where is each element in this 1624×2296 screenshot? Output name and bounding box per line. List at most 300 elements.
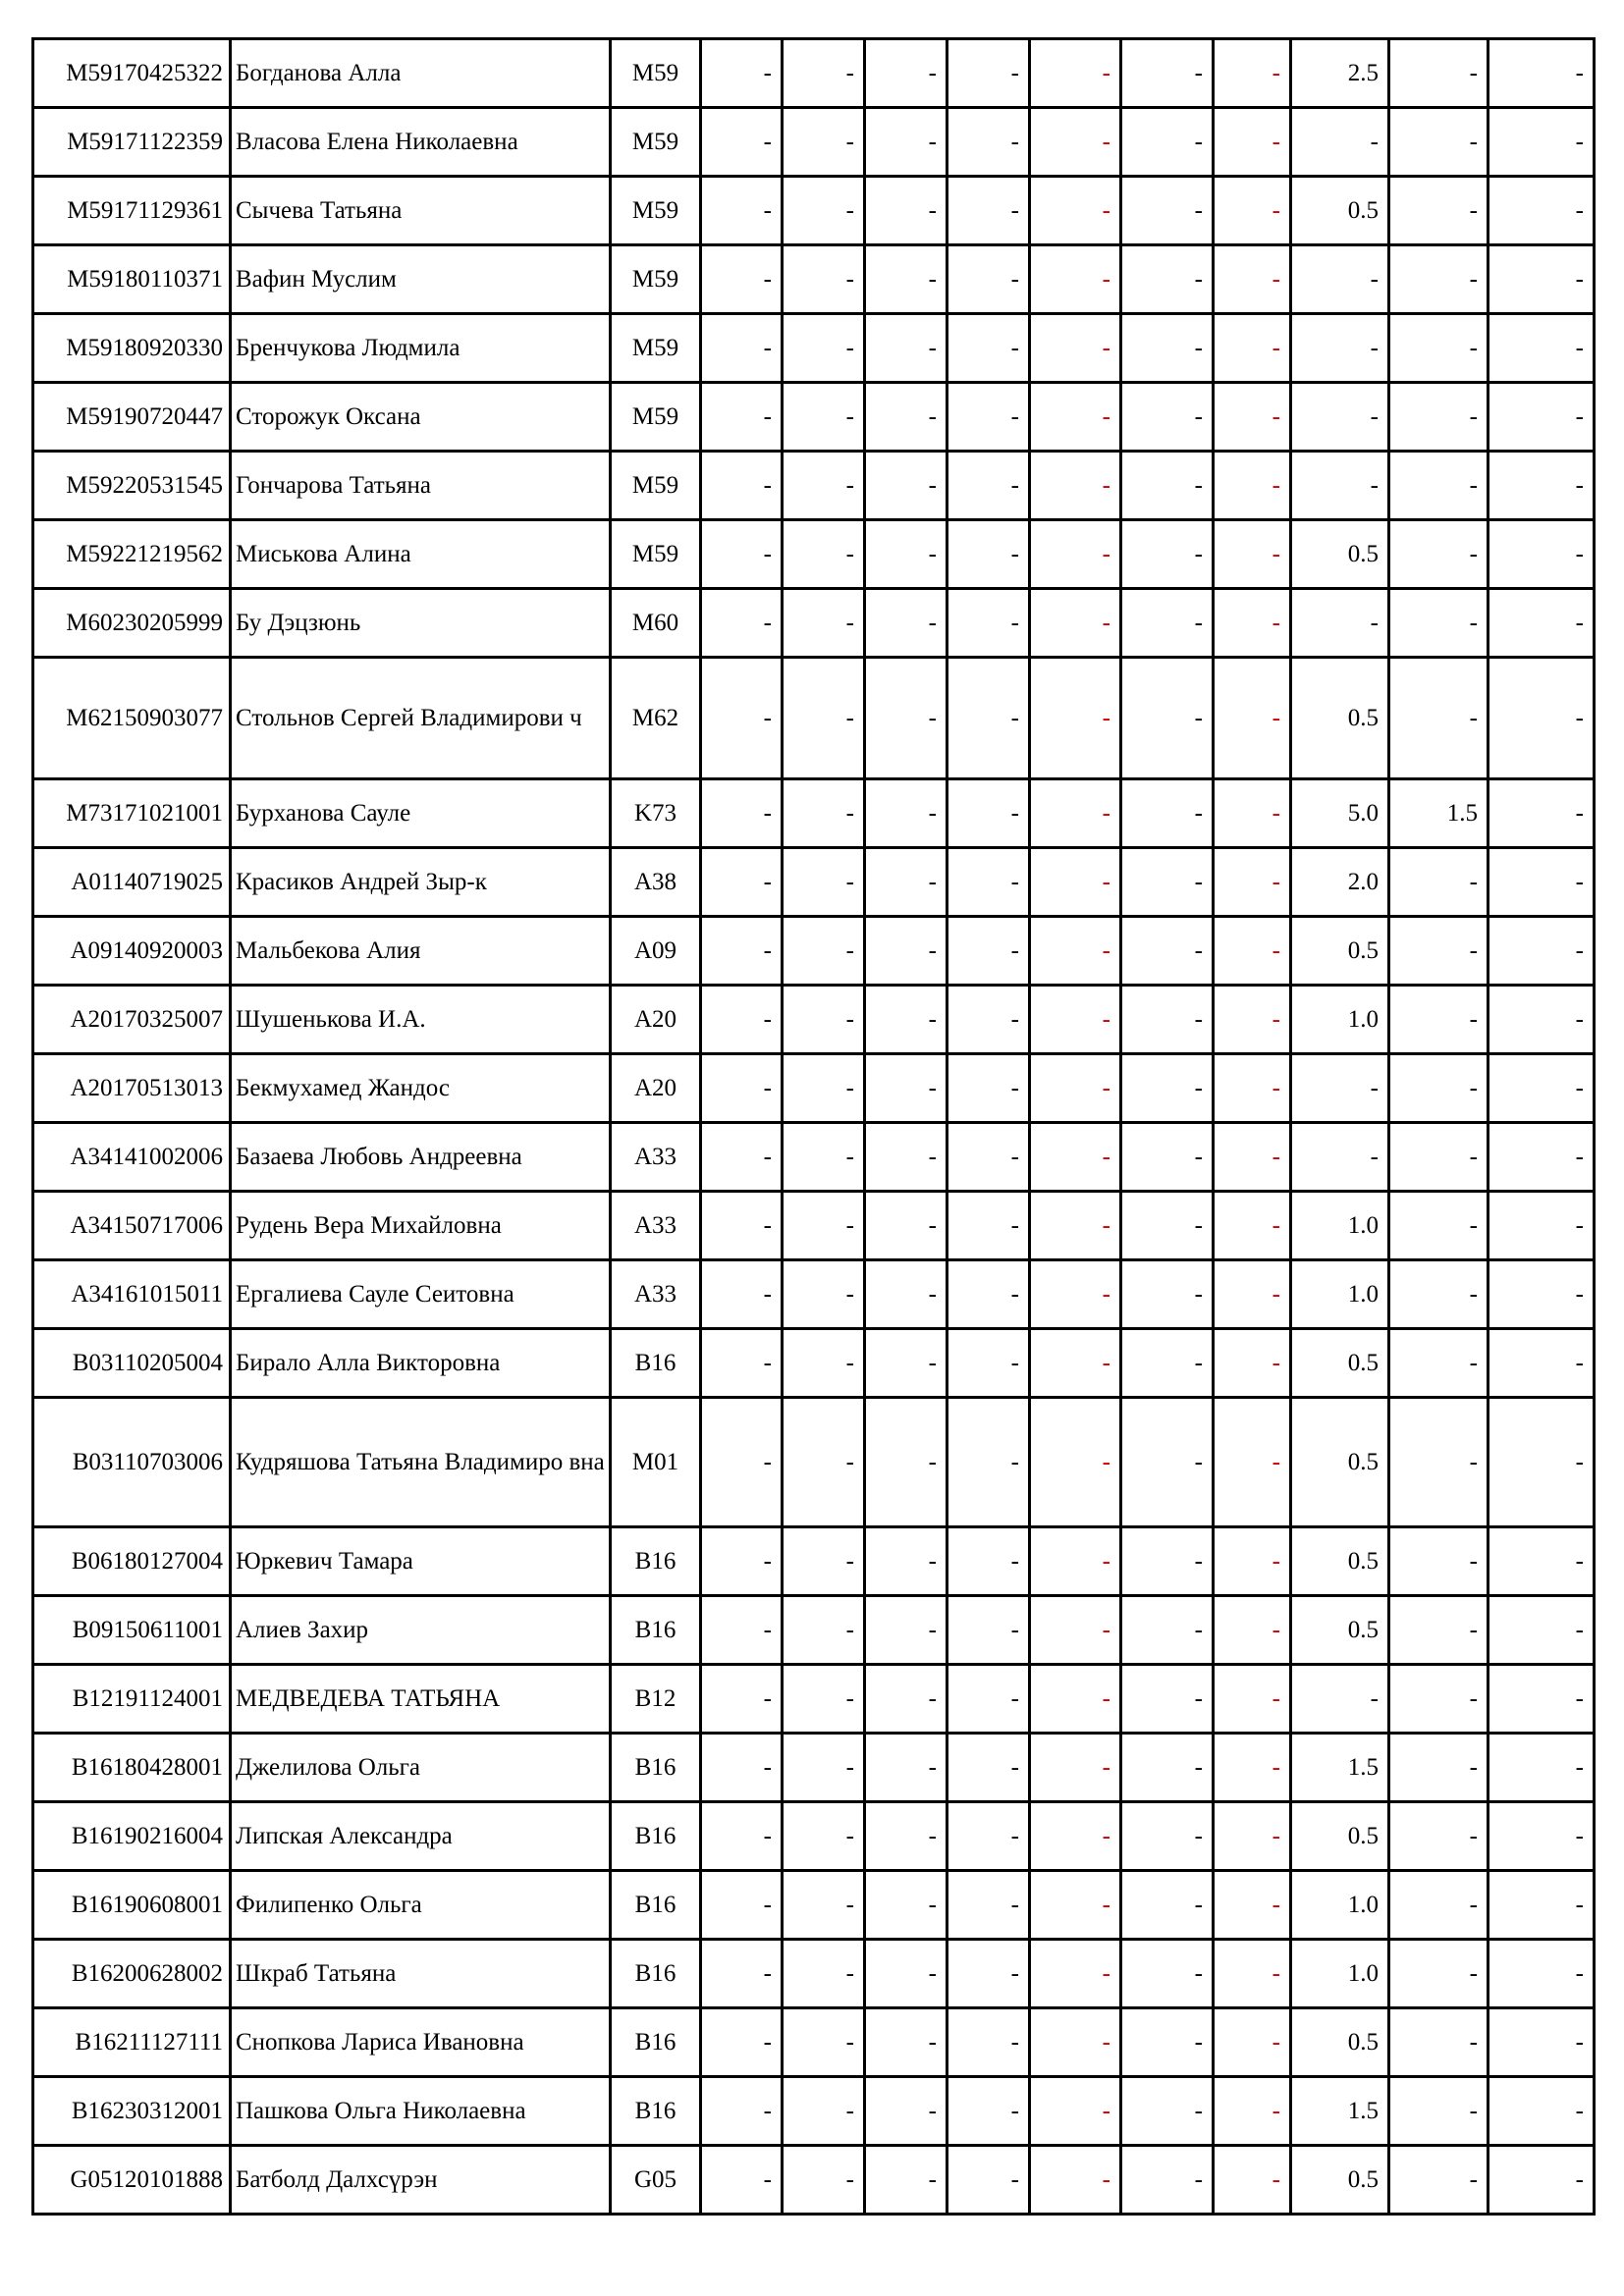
row-id-cell: A09140920003 — [33, 917, 231, 986]
value-cell: - — [1121, 108, 1214, 177]
value-cell: - — [947, 779, 1030, 848]
value-cell: - — [1489, 1192, 1595, 1260]
row-id-cell: B09150611001 — [33, 1596, 231, 1665]
value-cell: - — [1121, 1665, 1214, 1734]
value-cell: - — [1121, 1329, 1214, 1398]
value-cell: - — [1389, 245, 1489, 314]
table-row — [33, 1734, 1595, 1802]
value-cell: - — [1030, 1398, 1121, 1527]
value-cell: 0.5 — [1291, 1802, 1389, 1871]
value-cell: 0.5 — [1291, 520, 1389, 589]
value-cell: - — [1030, 1123, 1121, 1192]
row-name-cell: Юркевич Тамара — [231, 1527, 611, 1596]
value-cell: - — [947, 986, 1030, 1054]
value-cell: - — [783, 452, 865, 520]
row-name-cell: Джелилова Ольга — [231, 1734, 611, 1802]
row-code-cell: A33 — [611, 1260, 701, 1329]
value-cell: - — [1030, 1940, 1121, 2008]
value-cell: - — [1030, 245, 1121, 314]
row-code-cell: M01 — [611, 1398, 701, 1527]
value-cell: - — [947, 314, 1030, 383]
value-cell: - — [1214, 39, 1291, 108]
value-cell: - — [865, 1398, 947, 1527]
value-cell: - — [1030, 986, 1121, 1054]
value-cell: - — [865, 2008, 947, 2077]
value-cell: - — [865, 658, 947, 779]
value-cell: - — [1489, 1054, 1595, 1123]
row-id-cell: M59180920330 — [33, 314, 231, 383]
value-cell: - — [783, 917, 865, 986]
value-cell: - — [947, 917, 1030, 986]
value-cell: - — [701, 1596, 783, 1665]
row-name-cell: Ергалиева Сауле Сеитовна — [231, 1260, 611, 1329]
value-cell: - — [1121, 39, 1214, 108]
value-cell: 2.0 — [1291, 848, 1389, 917]
value-cell: - — [947, 39, 1030, 108]
row-code-cell: B16 — [611, 1527, 701, 1596]
value-cell: - — [1389, 1734, 1489, 1802]
value-cell: - — [947, 383, 1030, 452]
value-cell: - — [1214, 1054, 1291, 1123]
value-cell: - — [1121, 1260, 1214, 1329]
row-id-cell: B16200628002 — [33, 1940, 231, 2008]
value-cell: - — [1214, 1596, 1291, 1665]
value-cell: - — [947, 1192, 1030, 1260]
row-code-cell: A38 — [611, 848, 701, 917]
value-cell: - — [1489, 452, 1595, 520]
value-cell: 0.5 — [1291, 2146, 1389, 2215]
table-row — [33, 2146, 1595, 2215]
value-cell: 5.0 — [1291, 779, 1389, 848]
row-name-cell: Бурханова Сауле — [231, 779, 611, 848]
row-id-cell: M73171021001 — [33, 779, 231, 848]
value-cell: - — [783, 848, 865, 917]
value-cell: - — [1214, 1527, 1291, 1596]
value-cell: - — [1214, 1329, 1291, 1398]
value-cell: - — [865, 1054, 947, 1123]
value-cell: - — [865, 1527, 947, 1596]
table-row — [33, 848, 1595, 917]
value-cell: - — [1389, 2008, 1489, 2077]
value-cell: - — [701, 1665, 783, 1734]
value-cell: 1.5 — [1389, 779, 1489, 848]
value-cell: - — [1121, 177, 1214, 245]
value-cell: - — [1121, 1871, 1214, 1940]
value-cell: - — [783, 314, 865, 383]
value-cell: - — [947, 1596, 1030, 1665]
value-cell: - — [947, 1665, 1030, 1734]
value-cell: - — [783, 1054, 865, 1123]
value-cell: - — [783, 779, 865, 848]
value-cell: - — [865, 779, 947, 848]
row-name-cell: Филипенко Ольга — [231, 1871, 611, 1940]
value-cell: - — [1214, 314, 1291, 383]
value-cell: - — [947, 2146, 1030, 2215]
value-cell: - — [865, 1940, 947, 2008]
value-cell: - — [865, 177, 947, 245]
value-cell: - — [701, 1734, 783, 1802]
row-id-cell: A34161015011 — [33, 1260, 231, 1329]
value-cell: - — [1489, 1260, 1595, 1329]
row-name-cell: Липская Александра — [231, 1802, 611, 1871]
value-cell: - — [947, 1871, 1030, 1940]
row-name-cell: Сторожук Оксана — [231, 383, 611, 452]
value-cell: - — [783, 1734, 865, 1802]
value-cell: - — [1489, 2146, 1595, 2215]
value-cell: - — [1030, 2008, 1121, 2077]
value-cell: - — [783, 589, 865, 658]
row-id-cell: B12191124001 — [33, 1665, 231, 1734]
row-id-cell: M59170425322 — [33, 39, 231, 108]
row-id-cell: M59220531545 — [33, 452, 231, 520]
value-cell: - — [947, 177, 1030, 245]
value-cell: - — [1030, 383, 1121, 452]
value-cell: - — [865, 1665, 947, 1734]
value-cell: - — [1121, 658, 1214, 779]
value-cell: - — [783, 2077, 865, 2146]
value-cell: - — [1214, 1123, 1291, 1192]
value-cell: - — [783, 1123, 865, 1192]
value-cell: - — [865, 2146, 947, 2215]
results-table — [31, 37, 1596, 2216]
value-cell: - — [1389, 1260, 1489, 1329]
row-name-cell: Бренчукова Людмила — [231, 314, 611, 383]
value-cell: - — [1214, 1802, 1291, 1871]
value-cell: - — [1121, 1192, 1214, 1260]
value-cell: - — [1489, 658, 1595, 779]
value-cell: - — [865, 2077, 947, 2146]
value-cell: - — [1214, 658, 1291, 779]
row-name-cell: Рудень Вера Михайловна — [231, 1192, 611, 1260]
table-row — [33, 779, 1595, 848]
row-code-cell: B16 — [611, 1734, 701, 1802]
value-cell: - — [1030, 1054, 1121, 1123]
value-cell: - — [865, 1802, 947, 1871]
row-code-cell: K73 — [611, 779, 701, 848]
value-cell: - — [947, 1734, 1030, 1802]
row-id-cell: B16190216004 — [33, 1802, 231, 1871]
value-cell: - — [947, 2008, 1030, 2077]
value-cell: - — [701, 917, 783, 986]
table-row — [33, 589, 1595, 658]
row-id-cell: M59190720447 — [33, 383, 231, 452]
value-cell: - — [865, 848, 947, 917]
row-id-cell: A34150717006 — [33, 1192, 231, 1260]
table-row — [33, 39, 1595, 108]
row-code-cell: B16 — [611, 2008, 701, 2077]
value-cell: - — [1291, 108, 1389, 177]
value-cell: - — [1389, 917, 1489, 986]
value-cell: - — [701, 589, 783, 658]
value-cell: - — [1389, 1192, 1489, 1260]
row-name-cell: Власова Елена Николаевна — [231, 108, 611, 177]
row-code-cell: B16 — [611, 1329, 701, 1398]
table-row — [33, 1123, 1595, 1192]
row-id-cell: G05120101888 — [33, 2146, 231, 2215]
value-cell: - — [1030, 1527, 1121, 1596]
value-cell: - — [1389, 589, 1489, 658]
table-row — [33, 1192, 1595, 1260]
row-name-cell: Пашкова Ольга Николаевна — [231, 2077, 611, 2146]
row-id-cell: M59171129361 — [33, 177, 231, 245]
row-name-cell: МЕДВЕДЕВА ТАТЬЯНА — [231, 1665, 611, 1734]
value-cell: - — [783, 986, 865, 1054]
value-cell: - — [701, 2008, 783, 2077]
row-code-cell: M59 — [611, 177, 701, 245]
value-cell: - — [783, 1329, 865, 1398]
value-cell: - — [1030, 658, 1121, 779]
value-cell: - — [1389, 2146, 1489, 2215]
row-code-cell: A09 — [611, 917, 701, 986]
value-cell: - — [1030, 520, 1121, 589]
value-cell: - — [783, 1192, 865, 1260]
value-cell: - — [783, 1665, 865, 1734]
row-name-cell: Бу Дэцзюнь — [231, 589, 611, 658]
value-cell: - — [701, 1054, 783, 1123]
value-cell: - — [701, 1123, 783, 1192]
value-cell: - — [1291, 314, 1389, 383]
row-name-cell: Красиков Андрей Зыр-к — [231, 848, 611, 917]
value-cell: - — [1214, 1665, 1291, 1734]
value-cell: - — [1121, 1054, 1214, 1123]
value-cell: - — [1030, 452, 1121, 520]
value-cell: - — [1214, 1260, 1291, 1329]
value-cell: - — [701, 2077, 783, 2146]
value-cell: - — [783, 383, 865, 452]
value-cell: - — [701, 848, 783, 917]
value-cell: - — [1121, 1398, 1214, 1527]
table-row — [33, 1596, 1595, 1665]
value-cell: - — [1121, 520, 1214, 589]
value-cell: - — [1121, 1940, 1214, 2008]
value-cell: - — [947, 1054, 1030, 1123]
value-cell: - — [1030, 39, 1121, 108]
value-cell: - — [1291, 452, 1389, 520]
row-id-cell: B16211127111 — [33, 2008, 231, 2077]
table-body — [33, 39, 1595, 2215]
table-row — [33, 520, 1595, 589]
value-cell: - — [1489, 1871, 1595, 1940]
value-cell: - — [1389, 520, 1489, 589]
row-name-cell: Кудряшова Татьяна Владимиро вна — [231, 1398, 611, 1527]
value-cell: - — [1121, 779, 1214, 848]
value-cell: - — [947, 848, 1030, 917]
value-cell: - — [1214, 1734, 1291, 1802]
value-cell: - — [701, 245, 783, 314]
row-name-cell: Сычева Татьяна — [231, 177, 611, 245]
value-cell: - — [1489, 2077, 1595, 2146]
value-cell: - — [783, 1871, 865, 1940]
row-name-cell: Бекмухамед Жандос — [231, 1054, 611, 1123]
value-cell: - — [1121, 1734, 1214, 1802]
value-cell: - — [1389, 452, 1489, 520]
value-cell: - — [947, 108, 1030, 177]
row-id-cell: A20170325007 — [33, 986, 231, 1054]
table-row — [33, 383, 1595, 452]
table-row — [33, 245, 1595, 314]
value-cell: - — [1489, 1665, 1595, 1734]
value-cell: - — [1489, 520, 1595, 589]
value-cell: - — [947, 1260, 1030, 1329]
value-cell: - — [1389, 1940, 1489, 2008]
value-cell: - — [1489, 245, 1595, 314]
row-name-cell: Шушенькова И.А. — [231, 986, 611, 1054]
table-row — [33, 1398, 1595, 1527]
value-cell: - — [1489, 39, 1595, 108]
row-id-cell: A34141002006 — [33, 1123, 231, 1192]
value-cell: - — [1291, 1665, 1389, 1734]
value-cell: - — [865, 589, 947, 658]
value-cell: - — [1121, 848, 1214, 917]
value-cell: - — [1389, 848, 1489, 917]
value-cell: - — [1121, 589, 1214, 658]
value-cell: - — [1121, 1527, 1214, 1596]
value-cell: - — [1389, 1527, 1489, 1596]
row-code-cell: A20 — [611, 986, 701, 1054]
value-cell: 0.5 — [1291, 1596, 1389, 1665]
value-cell: - — [701, 383, 783, 452]
row-id-cell: B16180428001 — [33, 1734, 231, 1802]
value-cell: - — [947, 1329, 1030, 1398]
row-name-cell: Бирало Алла Викторовна — [231, 1329, 611, 1398]
value-cell: - — [865, 1596, 947, 1665]
row-id-cell: M59221219562 — [33, 520, 231, 589]
value-cell: - — [1489, 986, 1595, 1054]
value-cell: - — [1489, 779, 1595, 848]
row-id-cell: B03110205004 — [33, 1329, 231, 1398]
value-cell: 0.5 — [1291, 1329, 1389, 1398]
value-cell: - — [783, 245, 865, 314]
value-cell: - — [701, 452, 783, 520]
value-cell: - — [865, 245, 947, 314]
value-cell: - — [1030, 1665, 1121, 1734]
value-cell: - — [947, 520, 1030, 589]
value-cell: - — [1030, 1192, 1121, 1260]
value-cell: - — [865, 520, 947, 589]
table-row — [33, 1665, 1595, 1734]
value-cell: - — [1489, 177, 1595, 245]
value-cell: - — [783, 1527, 865, 1596]
value-cell: - — [783, 1260, 865, 1329]
value-cell: - — [1389, 1665, 1489, 1734]
value-cell: - — [1121, 1596, 1214, 1665]
table-row — [33, 658, 1595, 779]
table-row — [33, 1802, 1595, 1871]
value-cell: - — [1489, 108, 1595, 177]
value-cell: - — [865, 1192, 947, 1260]
value-cell: - — [1214, 917, 1291, 986]
value-cell: - — [947, 452, 1030, 520]
value-cell: - — [1389, 314, 1489, 383]
table-row — [33, 108, 1595, 177]
value-cell: - — [1389, 1329, 1489, 1398]
value-cell: - — [1489, 1398, 1595, 1527]
table-row — [33, 314, 1595, 383]
value-cell: - — [1030, 1734, 1121, 1802]
value-cell: - — [1030, 314, 1121, 383]
value-cell: - — [701, 986, 783, 1054]
value-cell: - — [1489, 1527, 1595, 1596]
table-row — [33, 986, 1595, 1054]
value-cell: - — [1030, 917, 1121, 986]
row-code-cell: B16 — [611, 1802, 701, 1871]
value-cell: - — [701, 1398, 783, 1527]
value-cell: - — [701, 1260, 783, 1329]
row-code-cell: M59 — [611, 452, 701, 520]
value-cell: - — [1030, 1871, 1121, 1940]
row-name-cell: Базаева Любовь Андреевна — [231, 1123, 611, 1192]
value-cell: - — [947, 245, 1030, 314]
value-cell: - — [783, 177, 865, 245]
value-cell: - — [1489, 1596, 1595, 1665]
value-cell: - — [1121, 1123, 1214, 1192]
value-cell: - — [1121, 917, 1214, 986]
row-code-cell: M59 — [611, 383, 701, 452]
value-cell: - — [701, 1527, 783, 1596]
value-cell: - — [865, 1734, 947, 1802]
value-cell: - — [1214, 245, 1291, 314]
value-cell: - — [783, 1398, 865, 1527]
value-cell: - — [947, 2077, 1030, 2146]
row-id-cell: M59171122359 — [33, 108, 231, 177]
value-cell: - — [1214, 520, 1291, 589]
value-cell: - — [783, 2146, 865, 2215]
value-cell: - — [1489, 314, 1595, 383]
value-cell: - — [1291, 383, 1389, 452]
value-cell: - — [1214, 383, 1291, 452]
value-cell: - — [1214, 1940, 1291, 2008]
value-cell: - — [1214, 177, 1291, 245]
row-id-cell: B06180127004 — [33, 1527, 231, 1596]
value-cell: - — [1489, 917, 1595, 986]
value-cell: - — [947, 658, 1030, 779]
row-code-cell: M59 — [611, 39, 701, 108]
row-code-cell: B16 — [611, 1940, 701, 2008]
value-cell: - — [1389, 986, 1489, 1054]
row-code-cell: A20 — [611, 1054, 701, 1123]
value-cell: - — [1291, 1123, 1389, 1192]
value-cell: - — [1030, 177, 1121, 245]
value-cell: - — [947, 1940, 1030, 2008]
value-cell: - — [865, 383, 947, 452]
value-cell: - — [1214, 1192, 1291, 1260]
value-cell: - — [1121, 314, 1214, 383]
value-cell: - — [1121, 2008, 1214, 2077]
row-name-cell: Шкраб Татьяна — [231, 1940, 611, 2008]
value-cell: - — [947, 1123, 1030, 1192]
value-cell: - — [947, 1527, 1030, 1596]
value-cell: - — [1489, 2008, 1595, 2077]
value-cell: - — [1121, 245, 1214, 314]
row-id-cell: A20170513013 — [33, 1054, 231, 1123]
value-cell: - — [947, 1398, 1030, 1527]
table-row — [33, 1871, 1595, 1940]
row-id-cell: B16230312001 — [33, 2077, 231, 2146]
value-cell: - — [1030, 779, 1121, 848]
row-code-cell: M59 — [611, 314, 701, 383]
row-code-cell: G05 — [611, 2146, 701, 2215]
value-cell: - — [1214, 589, 1291, 658]
value-cell: - — [1214, 2008, 1291, 2077]
value-cell: - — [1389, 1596, 1489, 1665]
value-cell: - — [701, 1192, 783, 1260]
value-cell: - — [783, 1802, 865, 1871]
table-row — [33, 1527, 1595, 1596]
value-cell: - — [1121, 986, 1214, 1054]
table-row — [33, 1054, 1595, 1123]
value-cell: - — [701, 108, 783, 177]
value-cell: - — [1030, 108, 1121, 177]
